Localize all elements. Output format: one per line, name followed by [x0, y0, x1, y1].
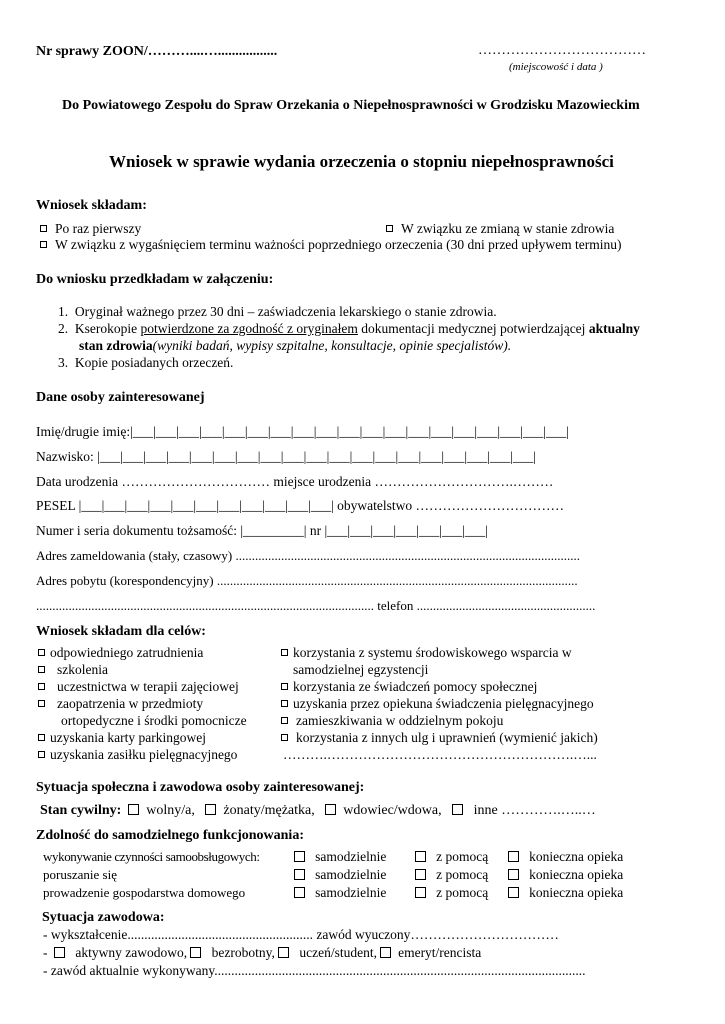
- name-field[interactable]: Imię/drugie imię:|___|___|___|___|___|___|___|___|___|___|___|___|___|___|___|___|___|___|___|: [36, 424, 569, 439]
- marital-status-label: Stan cywilny:: [40, 803, 122, 818]
- purpose-other-field[interactable]: ……….……………………………………………….…...: [283, 747, 597, 762]
- checkbox-icon[interactable]: [281, 683, 288, 690]
- purpose-separate-room[interactable]: zamieszkiwania w oddzielnym pokoju: [281, 713, 503, 729]
- attachment-item-3: 3. Kopie posiadanych orzeczeń.: [58, 355, 234, 370]
- correspondence-address-field[interactable]: Adres pobytu (korespondencyjny) ...............................................................................................................: [36, 573, 578, 588]
- selfcare-with-help[interactable]: z pomocą: [415, 849, 488, 865]
- purpose-parking[interactable]: uzyskania karty parkingowej: [38, 730, 206, 746]
- purposes-heading: Wniosek składam dla celów:: [36, 624, 206, 639]
- checkbox-icon[interactable]: [380, 947, 391, 958]
- social-heading: Sytuacja społeczna i zawodowa osoby zainteresowanej:: [36, 780, 365, 795]
- checkbox-icon[interactable]: [281, 649, 288, 656]
- checkbox-icon[interactable]: [38, 700, 45, 707]
- status-student[interactable]: uczeń/student,: [299, 945, 377, 960]
- household-label: prowadzenie gospodarstwa domowego: [43, 885, 246, 900]
- marital-widowed[interactable]: wdowiec/wdowa,: [343, 803, 442, 818]
- pesel-field[interactable]: PESEL |___|___|___|___|___|___|___|___|___|___|___| obywatelstwo ……………………………: [36, 498, 565, 513]
- status-retired[interactable]: emeryt/rencista: [398, 945, 482, 960]
- purpose-caregiver[interactable]: uzyskania przez opiekuna świadczenia pielęgnacyjnego: [281, 696, 594, 712]
- checkbox-icon[interactable]: [190, 947, 201, 958]
- checkbox-icon[interactable]: [452, 804, 463, 815]
- registered-address-field[interactable]: Adres zameldowania (stały, czasowy) ..........................................................................................................: [36, 548, 580, 563]
- current-job-field[interactable]: - zawód aktualnie wykonywany..............................................................................................................: [43, 963, 586, 978]
- independence-heading: Zdolność do samodzielnego funkcjonowania:: [36, 828, 304, 843]
- person-heading: Dane osoby zainteresowanej: [36, 390, 205, 405]
- place-date-label: (miejscowość i data ): [509, 61, 603, 73]
- place-date-field[interactable]: ………………………………: [478, 43, 646, 58]
- checkbox-icon[interactable]: [325, 804, 336, 815]
- checkbox-icon[interactable]: [278, 947, 289, 958]
- checkbox-icon: [415, 851, 426, 862]
- birth-field[interactable]: Data urodzenia …………………………… miejsce urodzenia ………………………….………: [36, 474, 554, 489]
- purpose-equipment-cont: ortopedyczne i środki pomocnicze: [61, 713, 247, 728]
- marital-married[interactable]: żonaty/mężatka,: [223, 803, 315, 818]
- marital-other[interactable]: inne ………….…..…: [473, 803, 596, 818]
- status-active[interactable]: aktywny zawodowo,: [75, 945, 188, 960]
- option-expiry[interactable]: W związku z wygaśnięciem terminu ważności poprzedniego orzeczenia (30 dni przed upływem terminu): [40, 237, 622, 253]
- selfcare-label: wykonywanie czynności samoobsługowych:: [43, 849, 260, 864]
- status-unemployed[interactable]: bezrobotny,: [211, 945, 275, 960]
- option-first-time[interactable]: Po raz pierwszy: [40, 221, 141, 237]
- page-title: Wniosek w sprawie wydania orzeczenia o stopniu niepełnosprawności: [109, 152, 614, 171]
- checkbox-icon[interactable]: [54, 947, 65, 958]
- mobility-with-help[interactable]: z pomocą: [415, 867, 488, 883]
- checkbox-icon[interactable]: [40, 241, 47, 248]
- checkbox-icon[interactable]: [40, 225, 47, 232]
- marital-status-row: [40, 803, 596, 819]
- checkbox-icon[interactable]: [205, 804, 216, 815]
- option-health-change[interactable]: W związku ze zmianą w stanie zdrowia: [386, 221, 614, 237]
- phone-field[interactable]: ........................................................................................................ telefon .......................................................: [36, 598, 596, 613]
- checkbox-icon[interactable]: [281, 734, 288, 741]
- purpose-support-system[interactable]: korzystania z systemu środowiskowego wsparcia w: [281, 645, 572, 661]
- checkbox-icon: [415, 869, 426, 880]
- addressee: Do Powiatowego Zespołu do Spraw Orzekania o Niepełnosprawności w Grodzisku Mazowieckim: [62, 98, 640, 113]
- attachment-item-1: 1. Oryginał ważnego przez 30 dni – zaświadczenia lekarskiego o stanie zdrowia.: [58, 304, 497, 319]
- marital-single[interactable]: wolny/a,: [146, 803, 195, 818]
- selfcare-care-needed[interactable]: konieczna opieka: [508, 849, 623, 865]
- purpose-therapy[interactable]: uczestnictwa w terapii zajęciowej: [38, 679, 239, 695]
- purpose-equipment[interactable]: zaopatrzenia w przedmioty: [38, 696, 203, 712]
- attachment-item-2-cont: stan zdrowia(wyniki badań, wypisy szpitalne, konsultacje, opinie specjalistów).: [79, 338, 512, 353]
- checkbox-icon[interactable]: [38, 666, 45, 673]
- checkbox-icon: [508, 887, 519, 898]
- household-care-needed[interactable]: konieczna opieka: [508, 885, 623, 901]
- checkbox-icon[interactable]: [38, 649, 45, 656]
- mobility-independent[interactable]: samodzielnie: [294, 867, 386, 883]
- checkbox-icon: [508, 851, 519, 862]
- attachments-heading: Do wniosku przedkładam w załączeniu:: [36, 272, 274, 287]
- work-status-row: - aktywny zawodowo, bezrobotny, uczeń/student, emeryt/rencista: [43, 945, 482, 960]
- submission-heading: Wniosek składam:: [36, 198, 147, 213]
- purpose-support-system-cont: samodzielnej egzystencji: [293, 662, 429, 677]
- selfcare-independent[interactable]: samodzielnie: [294, 849, 386, 865]
- document-field[interactable]: Numer i seria dokumentu tożsamość: |_________| nr |___|___|___|___|___|___|___|: [36, 523, 488, 538]
- purpose-training[interactable]: szkolenia: [38, 662, 108, 678]
- purpose-social-help[interactable]: korzystania ze świadczeń pomocy społecznej: [281, 679, 537, 695]
- checkbox-icon: [294, 851, 305, 862]
- purpose-allowance[interactable]: uzyskania zasiłku pielęgnacyjnego: [38, 747, 237, 763]
- attachment-item-2: 2. Kserokopie potwierdzone za zgodność z oryginałem dokumentacji medycznej potwierdzającej aktualny: [58, 321, 640, 336]
- mobility-label: poruszanie się: [43, 867, 118, 882]
- work-heading: Sytuacja zawodowa:: [42, 910, 165, 925]
- checkbox-icon[interactable]: [281, 717, 288, 724]
- checkbox-icon: [294, 869, 305, 880]
- checkbox-icon[interactable]: [281, 700, 288, 707]
- case-number-field[interactable]: Nr sprawy ZOON/………....….................: [36, 44, 278, 59]
- checkbox-icon: [294, 887, 305, 898]
- checkbox-icon[interactable]: [38, 683, 45, 690]
- checkbox-icon[interactable]: [128, 804, 139, 815]
- household-with-help[interactable]: z pomocą: [415, 885, 488, 901]
- mobility-care-needed[interactable]: konieczna opieka: [508, 867, 623, 883]
- checkbox-icon: [415, 887, 426, 898]
- checkbox-icon: [508, 869, 519, 880]
- surname-field[interactable]: Nazwisko: |___|___|___|___|___|___|___|___|___|___|___|___|___|___|___|___|___|___|___|: [36, 449, 536, 464]
- purpose-employment[interactable]: odpowiedniego zatrudnienia: [38, 645, 203, 661]
- checkbox-icon[interactable]: [38, 751, 45, 758]
- household-independent[interactable]: samodzielnie: [294, 885, 386, 901]
- checkbox-icon[interactable]: [386, 225, 393, 232]
- purpose-other[interactable]: korzystania z innych ulg i uprawnień (wymienić jakich): [281, 730, 598, 746]
- checkbox-icon[interactable]: [38, 734, 45, 741]
- education-field[interactable]: - wykształcenie....................................................... zawód wyuczony……………………………: [43, 927, 559, 942]
